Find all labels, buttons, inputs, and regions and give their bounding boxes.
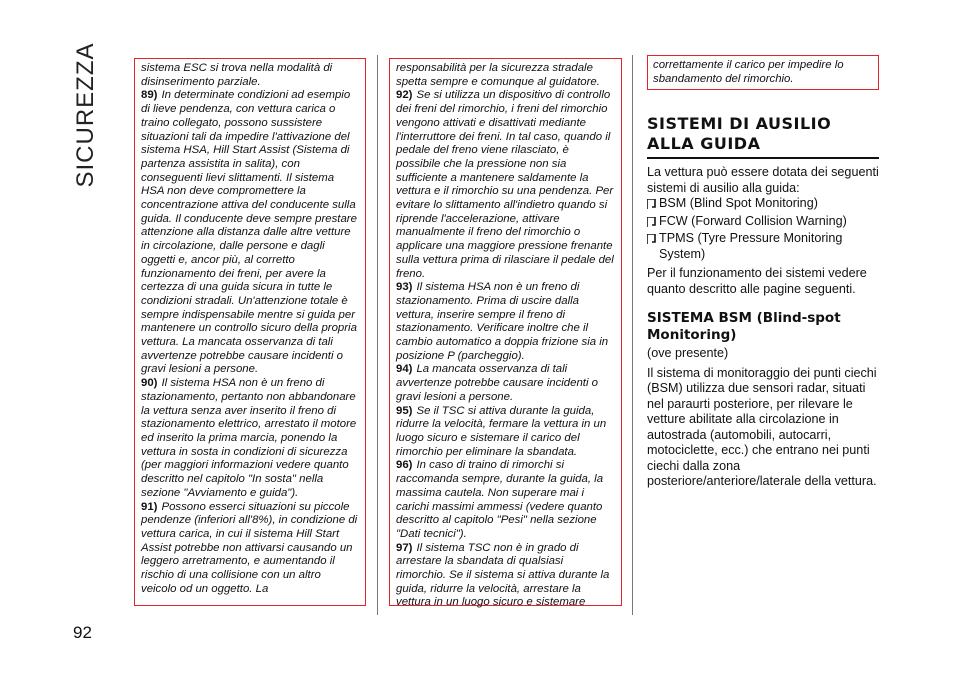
- warning-text: La mancata osservanza di tali avvertenze potrebbe causare incidenti o gravi lesioni a persone.: [396, 363, 598, 403]
- section-tab: [66, 42, 106, 188]
- page-number: 92: [73, 623, 92, 642]
- warning-text: Se il TSC si attiva durante la guida, ridurre la velocità, fermare la vettura in un luogo sicuro e sistemare il carico del rimorchio per eliminare la sbandata.: [396, 404, 607, 458]
- warning-number: 93): [396, 281, 413, 294]
- subsection-note: (ove presente): [647, 346, 729, 361]
- list-item: [647, 231, 879, 262]
- bullet-arrow-icon: [647, 198, 659, 214]
- subsection-title: SISTEMA BSM (Blind-spot Monitoring): [647, 310, 841, 344]
- list-item: [647, 196, 879, 214]
- right-column: [647, 55, 879, 490]
- warning-intro-col2: responsabilità per la sicurezza stradale spetta sempre e comunque al guidatore.: [396, 62, 600, 88]
- bullet-arrow-icon: [647, 216, 659, 232]
- warning-number: 90): [141, 377, 158, 390]
- warning-text: In caso di traino di rimorchi si raccomanda sempre, durante la guida, la massima cautela. Non superare mai i carichi massimi ammessi (vedere quanto descritto al capitolo "Pesi" nella sezione "Dati tecnici").: [396, 459, 604, 540]
- warning-item-91: [141, 501, 359, 597]
- list-item-label: BSM (Blind Spot Monitoring): [659, 196, 818, 211]
- warning-item-97: [396, 542, 615, 611]
- warning-item-95: [396, 405, 615, 460]
- systems-list: [647, 196, 879, 262]
- warning-item-92: [396, 89, 615, 281]
- warning-text: Il sistema HSA non è un freno di stazionamento. Prima di uscire dalla vettura, inserire sempre il freno di stazionamento. Verificare inoltre che il cambio automatico a doppia frizione sia in posizione P (parcheggio).: [396, 281, 609, 362]
- section-tab-label: SICUREZZA: [72, 42, 99, 188]
- warning-number: 95): [396, 404, 413, 417]
- warning-text: Il sistema HSA non è un freno di stazionamento, pertanto non abbandonare la vettura senza aver inserito il freno di stazionamento elettrico, arrestato il motore ed inserito la prima marcia, ponendo la vettura in sosta in condizioni di sicurezza (per maggiori informazioni vedere quanto descritto nel capitolo "In sosta" nella sezione "Avviamento e guida").: [141, 377, 357, 499]
- warning-item-89: [141, 89, 359, 377]
- section-intro: La vettura può essere dotata dei seguenti sistemi di ausilio alla guida:: [647, 165, 879, 195]
- list-item-label: FCW (Forward Collision Warning): [659, 213, 847, 228]
- warning-box-col1: [134, 58, 366, 606]
- warning-intro-col1: sistema ESC si trova nella modalità di disinserimento parziale.: [141, 62, 333, 88]
- warning-number: 91): [141, 500, 158, 513]
- warning-number: 89): [141, 89, 158, 102]
- column-divider-right: [632, 55, 633, 615]
- warning-box-col2: [389, 58, 622, 609]
- warning-item-94: [396, 363, 615, 404]
- column-divider-left: [377, 55, 378, 615]
- warning-text: Il sistema TSC non è in grado di arrestare la sbandata di qualsiasi rimorchio. Se il sistema si attiva durante la guida, ridurre la velocità, arrestare la vettura in un luogo sicuro e sistemare: [396, 541, 610, 609]
- warning-item-96: [396, 459, 615, 541]
- warning-text: Possono esserci situazioni su piccole pendenze (inferiori all'8%), in condizione di vettura carica, in cui il sistema Hill Start Assist potrebbe non attivarsi causando un leggero arretramento, e aumentando il rischio di una collisione con un altro veicolo od un oggetto. La: [141, 500, 358, 595]
- warning-item-90: [141, 377, 359, 500]
- warning-number: 94): [396, 363, 413, 376]
- section-title-rule: [647, 157, 879, 159]
- section-title: SISTEMI DI AUSILIO ALLA GUIDA: [647, 114, 832, 154]
- warning-box-col3: [647, 55, 879, 90]
- after-list-text: Per il funzionamento dei sistemi vedere quanto descritto alle pagine seguenti.: [647, 266, 867, 296]
- warning-text-col3: correttamente il carico per impedire lo sbandamento del rimorchio.: [653, 59, 844, 85]
- bullet-arrow-icon: [647, 233, 659, 249]
- warning-number: 92): [396, 89, 413, 102]
- list-item-label: TPMS (Tyre Pressure Monitoring System): [659, 231, 843, 261]
- warning-item-93: [396, 281, 615, 363]
- warning-text: Se si utilizza un dispositivo di controllo dei freni del rimorchio, i freni del rimorchio vengono attivati e disattivati mediante l'interruttore dei freni. In tal caso, quando il pedale del freno viene rilasciato, è possibile che la pressione non sia sufficiente a mantenere saldamente la vettura e il rimorchio su una pendenza. Per evitare lo slittamento all'indietro quando si riprende l'accelerazione, attivare manualmente il freno del rimorchio o applicare una maggiore pressione frenante sulla vettura prima di rilasciare il pedale del freno.: [396, 89, 614, 280]
- warning-text: In determinate condizioni ad esempio di lieve pendenza, con vettura carica o traino collegato, possono sussistere situazioni tali da impedire l'attivazione del sistema HSA, Hill Start Assist (Sistema di partenza assistita in salita), con conseguenti lievi slittamenti. Il sistema HSA non deve compromettere la concentrazione attiva del conducente sulla guida. Il conducente deve sempre prestare attenzione alla distanza dalle altre vetture in circolazione, dalle persone e dagli oggetti e, ancor più, al corretto funzionamento dei freni, per avere la certezza di una guida sicura in tutte le condizioni stradali. Un'attenzione totale è sempre indispensabile mentre si guida per mantenere un controllo sicuro della propria vettura. La mancata osservanza di tali avvertenze potrebbe causare incidenti o gravi lesioni a persone.: [141, 89, 357, 376]
- subsection-body: Il sistema di monitoraggio dei punti ciechi (BSM) utilizza due sensori radar, situati nel paraurti posteriore, per rilevare le vetture abilitate alla circolazione in autostrada (automobili, autocarri, motociclette, ecc.) che entrano nei punti ciechi dalla zona posteriore/anteriore/laterale della vettura.: [647, 365, 877, 489]
- warning-number: 97): [396, 541, 413, 554]
- warning-number: 96): [396, 459, 413, 472]
- list-item: [647, 214, 879, 232]
